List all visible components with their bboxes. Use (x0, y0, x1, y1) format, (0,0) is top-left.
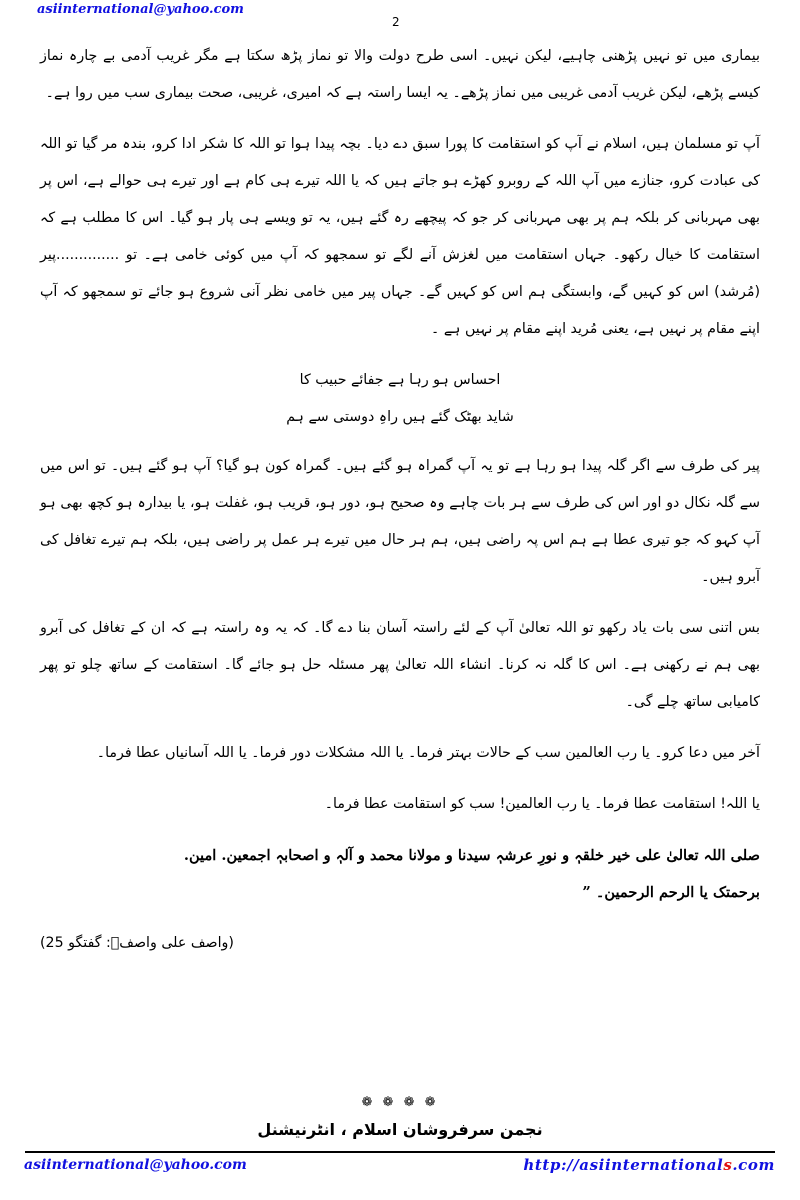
attribution: (واصف علی واصفؒ: گفتگو 25) (40, 935, 234, 951)
page-number: 2 (392, 15, 400, 29)
footer-email-link[interactable]: asiinternational@yahoo.com (24, 1157, 247, 1173)
verse-line: شاید بھٹک گئے ہیں راہِ دوستی سے ہم (286, 409, 514, 425)
paragraph: بیماری میں تو نہیں پڑھنی چاہیے، لیکن نہیں۔ اسی طرح دولت والا تو نماز پڑھ سکتا ہے مگر غریب آدمی بے چارہ نماز کیسے پڑھے، لیکن غریب آدمی غریبی میں نماز پڑھے۔ یہ ایسا راستہ ہے کہ امیری، غریبی، صحت بیماری سب میں روا ہے۔ (40, 48, 760, 101)
prayer-line: یا اللہ! استقامت عطا فرما۔ یا رب العالمین! سب کو استقامت عطا فرما۔ (324, 796, 760, 812)
footer-website-link[interactable] (523, 1156, 775, 1174)
url-accent-letter: s (723, 1156, 733, 1174)
url-prefix: http://asiinternational (523, 1156, 724, 1174)
header-email-link[interactable]: asiinternational@yahoo.com (37, 2, 244, 17)
organization-name: نجمن سرفروشان اسلام ، انٹرنیشنل (257, 1120, 543, 1139)
salutation: صلی اللہ تعالیٰ علی خیر خلقہٖ و نورِ عرشہٖ سیدنا و مولانا محمد و آلہٖ و اصحابہٖ اجمعین. امین. (183, 847, 760, 864)
closing-line: برحمتک یا الرحم الرحمین۔ ” (582, 884, 760, 901)
verse-line: احساس ہو رہا ہے جفائے حبیب کا (299, 372, 501, 388)
paragraph: بس اتنی سی بات یاد رکھو تو اللہ تعالیٰ آپ کے لئے راستہ آسان بنا دے گا۔ کہ یہ وہ راستہ ہے کہ ان کے تغافل کی آبرو بھی ہم نے رکھنی ہے۔ اس کا گلہ نہ کرنا۔ انشاء اللہ تعالیٰ پھر مسئلہ حل ہو جائے گا۔ استقامت کے ساتھ چلو تو پھر کامیابی ساتھ چلے گی۔ (40, 620, 760, 710)
footer-divider (25, 1151, 775, 1153)
verse-couplet (40, 362, 760, 436)
paragraph: آخر میں دعا کرو۔ یا رب العالمین سب کے حالات بہتر فرما۔ یا اللہ مشکلات دور فرما۔ یا اللہ آسانیاں عطا فرما۔ (96, 745, 760, 761)
paragraph: پیر کی طرف سے اگر گلہ پیدا ہو رہا ہے تو یہ آپ گمراہ ہو گئے ہیں۔ گمراہ کون ہو گیا؟ آپ ہو گئے ہیں۔ تو اس میں سے گلہ نکال دو اور اس کی طرف سے ہر بات چاہے وہ صحیح ہو، دور ہو، قریب ہو، غفلت ہو، یا بیدارہ ہو کچھ بھی ہو آپ کہو کہ جو تیری عطا ہے ہم اس پہ راضی ہیں، ہم ہر حال میں تیرے ہر عمل پر راضی ہیں، بلکہ ہم تیرے تغافل کی آبرو ہیں۔ (40, 458, 760, 585)
url-suffix: .com (732, 1156, 775, 1174)
document-body (40, 38, 760, 976)
star-ornament-icon: ❁ ❁ ❁ ❁ (361, 1095, 439, 1110)
paragraph: آپ تو مسلمان ہیں، اسلام نے آپ کو استقامت کا پورا سبق دے دیا۔ بچہ پیدا ہوا تو اللہ کا شکر ادا کرو، بندہ مر گیا تو اللہ کی عبادت کرو، جنازے میں آپ اللہ کے روبرو کھڑے ہو جاتے ہیں کہ یا اللہ تیرے ہی کام ہے اور تیرے ہی حوالے ہے، اس پر بھی مہربانی کر بلکہ ہم پر بھی مہربانی کر جو کہ پیچھے رہ گئے ہیں، یہ تو ویسے ہی پار ہو گیا۔ اس کا مطلب ہے کہ استقامت کا خیال رکھو۔ جہاں استقامت میں لغزش آنے لگے تو سمجھو کہ آپ میں کوئی خامی ہے۔ تو ..............پیر (مُرشد) اس کو کہیں گے، وابستگی ہم اس کو کہیں گے۔ جہاں پیر میں خامی نظر آنی شروع ہو جائے تو سمجھو کہ آپ اپنے مقام پر نہیں ہے، یعنی مُرید اپنے مقام پر نہیں ہے ۔ (40, 136, 760, 337)
